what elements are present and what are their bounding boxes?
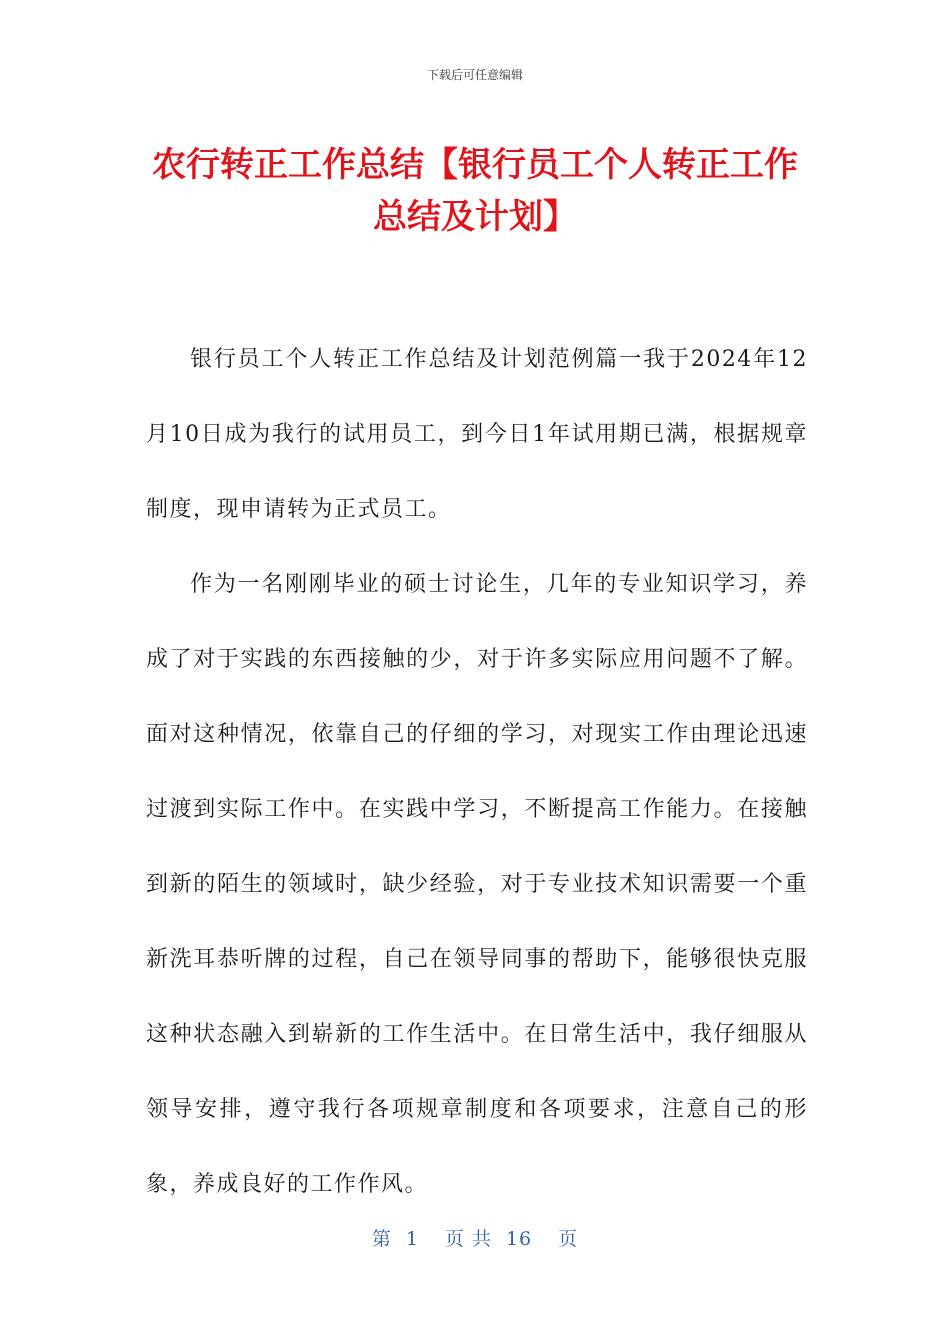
paragraph: 作为一名刚刚毕业的硕士讨论生，几年的专业知识学习，养成了对于实践的东西接触的少，对于许多实际应用问题不了解。面对这种情况，依靠自己的仔细的学习，对现实工作由理论迅速过渡到实际工作中。在实践中学习，不断提高工作能力。在接触到新的陌生的领域时，缺少经验，对于专业技术知识需要一个重新洗耳恭听牌的过程，自己在领导同事的帮助下，能够很快克服这种状态融入到崭新的工作生活中。在日常生活中，我仔细服从领导安排，遵守我行各项规章制度和各项要求，注意自己的形象，养成良好的工作作风。 <box>146 572 808 1197</box>
document-title: 农行转正工作总结【银行员工个人转正工作总结及计划】 <box>152 145 798 237</box>
current-page-number: 1 <box>405 1228 419 1250</box>
header-note: 下载后可任意编辑 <box>426 68 523 82</box>
total-pages: 16 <box>505 1228 533 1250</box>
footer-suffix: 页 <box>558 1228 579 1250</box>
footer-middle: 页 共 <box>444 1228 492 1250</box>
footer-prefix: 第 <box>371 1228 392 1250</box>
paragraph: 银行员工个人转正工作总结及计划范例篇一我于2024年12月10日成为我行的试用员工，到今日1年试用期已满，根据规章制度，现申请转为正式员工。 <box>146 347 808 522</box>
document-body <box>146 322 808 1222</box>
page-footer <box>0 1224 950 1251</box>
